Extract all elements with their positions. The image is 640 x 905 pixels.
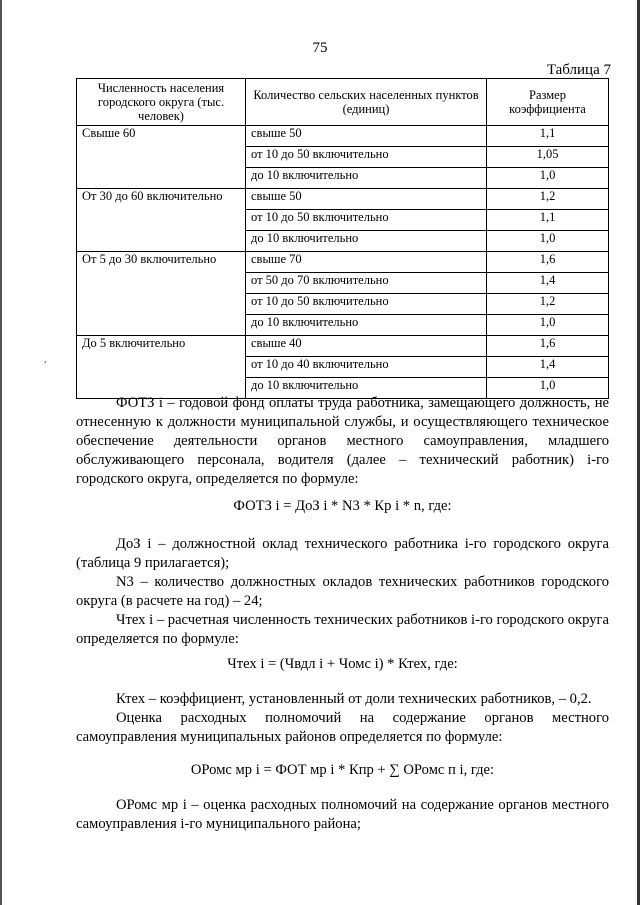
population-cell: До 5 включительно — [77, 336, 246, 399]
scan-mark: , — [44, 354, 47, 365]
coefficient-table — [76, 78, 609, 399]
coefficient-cell: 1,4 — [487, 357, 609, 378]
table-row — [77, 252, 609, 273]
coefficient-cell: 1,6 — [487, 252, 609, 273]
paragraph-fotz-definition: ФОТЗ i – годовой фонд оплаты труда работника, замещающего должность, не отнесенную к должности муниципальной службы, и осуществляющего техническое обеспечение деятельности органов местного самоуправления, младшего обслуживающего персонала, водителя (далее – технический работник) i-го городского округа, определяется по формуле: — [76, 395, 609, 487]
settlements-cell: до 10 включительно — [246, 315, 487, 336]
settlements-cell: от 10 до 50 включительно — [246, 294, 487, 315]
settlements-cell: свыше 40 — [246, 336, 487, 357]
table-label: Таблица 7 — [546, 62, 611, 78]
table-row — [77, 336, 609, 357]
settlements-cell: от 50 до 70 включительно — [246, 273, 487, 294]
table-header-row — [77, 79, 609, 126]
coefficient-cell: 1,05 — [487, 147, 609, 168]
settlements-cell: от 10 до 50 включительно — [246, 147, 487, 168]
coefficient-cell: 1,2 — [487, 294, 609, 315]
page-number: 75 — [312, 40, 328, 56]
paragraph-chteh: Чтех i – расчетная численность технических работников i-го городского округа определяется по формуле: — [76, 612, 609, 647]
scan-edge-left — [0, 0, 2, 905]
body-text — [76, 535, 609, 649]
formula-block — [76, 761, 609, 780]
settlements-cell: свыше 50 — [246, 189, 487, 210]
body-text — [76, 796, 609, 834]
coefficient-cell: 1,0 — [487, 378, 609, 399]
paragraph-kteh: Ктех – коэффициент, установленный от доли технических работников, – 0,2. — [116, 691, 592, 707]
formula-chteh: Чтех i = (Чвдл i + Чомс i) * Ктех, где: — [227, 656, 458, 672]
formula-block — [76, 655, 609, 674]
table-row — [77, 189, 609, 210]
settlements-cell: свыше 50 — [246, 126, 487, 147]
coefficient-cell: 1,0 — [487, 231, 609, 252]
paragraph-n3: N3 – количество должностных окладов технических работников городского округа (в расчете на год) – 24; — [76, 574, 609, 609]
coefficient-cell: 1,1 — [487, 210, 609, 231]
paragraph-doz: ДоЗ i – должностной оклад технического работника i-го городского округа (таблица 9 прилагается); — [76, 536, 609, 571]
header-settlements: Количество сельских населенных пунктов (единиц) — [246, 79, 487, 126]
coefficient-cell: 1,0 — [487, 168, 609, 189]
formula-block — [76, 497, 609, 516]
body-text — [76, 394, 609, 489]
body-text — [76, 690, 609, 747]
table-row — [77, 126, 609, 147]
coefficient-cell: 1,6 — [487, 336, 609, 357]
paragraph-oromc-intro: Оценка расходных полномочий на содержание органов местного самоуправления муниципальных районов определяется по формуле: — [76, 710, 609, 745]
settlements-cell: от 10 до 40 включительно — [246, 357, 487, 378]
settlements-cell: свыше 70 — [246, 252, 487, 273]
population-cell: От 30 до 60 включительно — [77, 189, 246, 252]
formula-fotz: ФОТЗ i = ДоЗ i * N3 * Кр i * n, где: — [233, 498, 452, 514]
settlements-cell: до 10 включительно — [246, 168, 487, 189]
header-population: Численность населения городского округа (тыс. человек) — [77, 79, 246, 126]
coefficient-cell: 1,0 — [487, 315, 609, 336]
paragraph-oromc-definition: ОРомс мр i – оценка расходных полномочий на содержание органов местного самоуправления i-го муниципального района; — [76, 797, 609, 832]
settlements-cell: до 10 включительно — [246, 231, 487, 252]
settlements-cell: от 10 до 50 включительно — [246, 210, 487, 231]
population-cell: От 5 до 30 включительно — [77, 252, 246, 336]
coefficient-cell: 1,2 — [487, 189, 609, 210]
header-coefficient: Размер коэффициента — [487, 79, 609, 126]
population-cell: Свыше 60 — [77, 126, 246, 189]
formula-oromc: ОРомс мр i = ФОТ мр i * Кпр + ∑ ОРомс п i, где: — [190, 762, 495, 778]
settlements-cell: до 10 включительно — [246, 378, 487, 399]
coefficient-cell: 1,4 — [487, 273, 609, 294]
coefficient-cell: 1,1 — [487, 126, 609, 147]
